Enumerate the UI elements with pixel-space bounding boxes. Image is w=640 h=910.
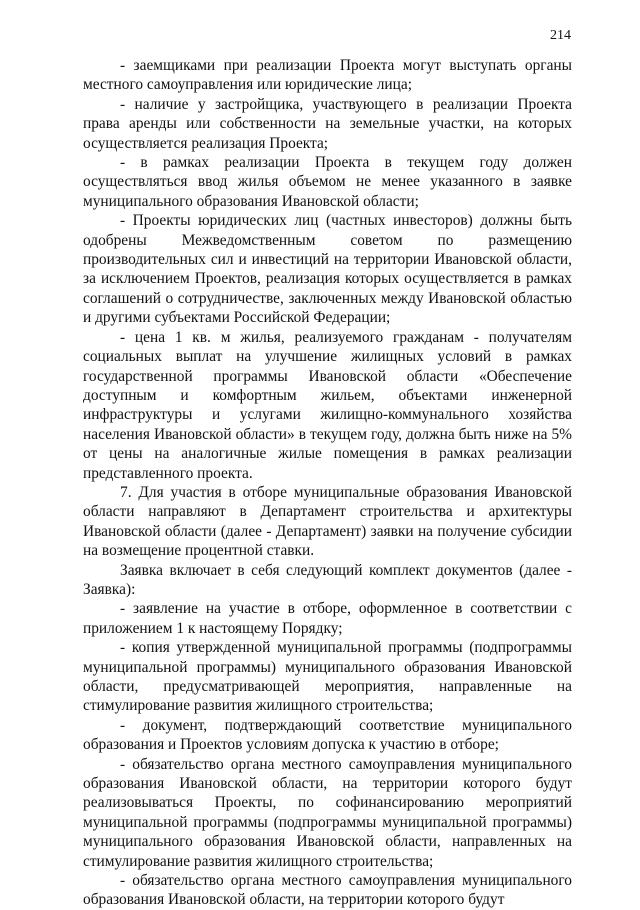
paragraph: 7. Для участия в отборе муниципальные образования Ивановской области направляют в Департамент строительства и архитектуры Ивановской области (далее - Департамент) заявки на получение субсидии на возмещение процентной ставки. bbox=[83, 483, 572, 560]
document-body bbox=[83, 56, 572, 910]
paragraph: Заявка включает в себя следующий комплект документов (далее - Заявка): bbox=[83, 561, 572, 598]
paragraph: - копия утвержденной муниципальной программы (подпрограммы муниципальной программы) муниципального образования Ивановской области, предусматривающей мероприятия, направленные на стимулирование развития жилищного строительства; bbox=[83, 639, 572, 715]
paragraph: - заявление на участие в отборе, оформленное в соответствии с приложением 1 к настоящему Порядку; bbox=[83, 600, 572, 637]
paragraph: - в рамках реализации Проекта в текущем году должен осуществляться ввод жилья объемом не менее указанного в заявке муниципального образования Ивановской области; bbox=[83, 154, 572, 210]
paragraph: - заемщиками при реализации Проекта могут выступать органы местного самоуправления или юридические лица; bbox=[83, 57, 572, 94]
paragraph: - обязательство органа местного самоуправления муниципального образования Ивановской области, на территории которого будут bbox=[83, 872, 572, 909]
paragraph: - документ, подтверждающий соответствие муниципального образования и Проектов условиям допуска к участию в отборе; bbox=[83, 716, 572, 754]
page-number: 214 bbox=[550, 28, 571, 43]
paragraph: - Проекты юридических лиц (частных инвесторов) должны быть одобрены Межведомственным советом по размещению производительных сил и инвестиций на территории Ивановской области, за исключением Проектов, реализация которых осуществляется в рамках соглашений о сотрудничестве, заключенных между Ивановской областью и другими субъектами Российской Федерации; bbox=[83, 212, 572, 327]
paragraph: - обязательство органа местного самоуправления муниципального образования Ивановской области, на территории которого будут реализовываться Проекты, по софинансированию мероприятий муниципальной программы (подпрограммы муниципальной программы) муниципального образования Ивановской области, направленных на стимулирование развития жилищного строительства; bbox=[83, 755, 572, 870]
paragraph: - цена 1 кв. м жилья, реализуемого гражданам - получателям социальных выплат на улучшение жилищных условий в рамках государственной программы Ивановской области «Обеспечение доступным и комфортным жильем, объектами инженерной инфраструктуры и услугами жилищно-коммунального хозяйства населения Ивановской области» в текущем году, должна быть ниже на 5% от цены на аналогичные жилые помещения в рамках реализации представленного проекта. bbox=[83, 328, 572, 482]
paragraph: - наличие у застройщика, участвующего в реализации Проекта права аренды или собственности на земельные участки, на которых осуществляется реализация Проекта; bbox=[83, 95, 572, 152]
